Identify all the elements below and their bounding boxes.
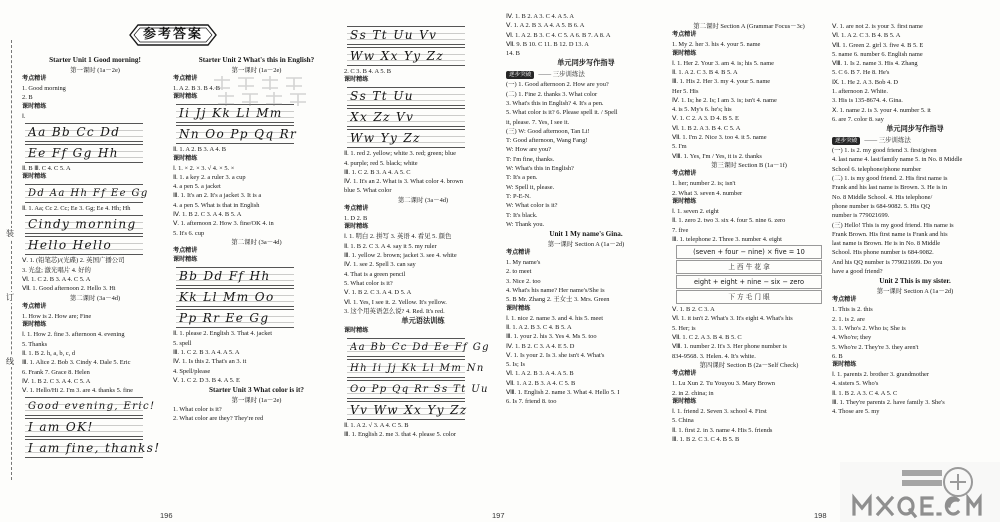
answer-line: Ⅰ. 1. nice 2. name 3. and 4. his 5. meet	[506, 314, 604, 322]
answer-line: Ⅰ.	[22, 112, 26, 120]
answer-line: 14. B	[506, 50, 520, 58]
answer-line: Ⅱ. 1. A 2. B 3. A 4. B	[173, 146, 227, 154]
section-heading: Starter Unit 3 What color is it?	[208, 386, 305, 395]
answer-line: 4. What's his name? Her name's/She is	[506, 287, 605, 295]
answer-line: Ⅶ. 1. Green 2. girl 3. five 4. B 5. E	[832, 41, 924, 49]
exercise-label: 课时精练	[344, 224, 369, 231]
section-heading: Starter Unit 1 Good morning!	[49, 56, 141, 64]
answer-line: W: Thank you.	[506, 220, 545, 228]
answer-line: 4. is 5. My's 6. he's; his	[672, 106, 732, 114]
answer-line: Ⅳ. 1. B 2. C 3. A 4. C 5. A	[22, 377, 91, 385]
answer-line: Ⅴ. 1. C 2. D 3. B 4. A 5. E	[173, 376, 240, 384]
writing-steps-header	[832, 136, 998, 145]
answer-line: 5. Is; Is	[506, 361, 525, 369]
answer-line: Ⅴ. 1. B 2. C 3. A 4. D 5. A	[344, 289, 412, 297]
answer-line: 6. B	[832, 352, 843, 360]
answer-line: Ⅶ. 9. B 10. C 11. B 12. D 13. A	[506, 40, 589, 48]
answer-line: Ⅰ. 1. 明白 2. 拼写 3. 英语 4. 看见 5. 颜色	[344, 233, 452, 241]
answer-line: W: What's this in English?	[506, 165, 574, 173]
handwritten-answer: Ww Yy Zz	[350, 131, 421, 146]
handwriting-practice-line	[25, 123, 143, 142]
page-number-197: 197	[492, 511, 505, 520]
exercise-label: 考点精讲	[672, 171, 697, 178]
overlay-watermark-text	[210, 74, 320, 108]
exercise-label: 考点精讲	[832, 297, 857, 304]
word-puzzle-row: 上 西 牛 花 拿	[676, 260, 822, 274]
answer-line: T: It's a pen.	[506, 174, 538, 182]
lesson-subheading: 第一课时 (1a－2e)	[231, 396, 282, 404]
exercise-label: 课时精练	[344, 77, 369, 84]
answer-line: 5. name 6. number 6. English name	[832, 50, 923, 58]
exercise-label: 考点精讲	[173, 76, 198, 82]
handwriting-practice-line	[25, 418, 143, 437]
handwritten-answer: Ww Xx Yy Zz	[350, 49, 445, 63]
exercise-label: 课时精练	[173, 257, 198, 264]
answer-line: T: Good afternoon, Wang Fang!	[506, 137, 588, 145]
handwritten-answer: Xx Zz Vv	[350, 110, 415, 125]
handwriting-practice-line	[176, 309, 294, 328]
handwritten-answer: I am OK!	[28, 420, 94, 435]
answer-line: Ⅳ. 1. B 2. C 3. A 4. E 5. D	[506, 342, 575, 350]
answer-line: have a good friend?	[832, 268, 883, 276]
lesson-subheading: 第二课时 Section A (Grammar Focus－3c)	[693, 23, 805, 30]
answer-line: Ⅲ. 1. Alice 2. Bob 3. Cindy 4. Dale 5. Eric	[22, 359, 131, 367]
answer-line: Ⅶ. 1. A 2. B 3. A 4. C 5. B	[506, 379, 576, 387]
answer-line: Ⅱ. 1. Aa; Cc 2. Cc; Ee 3. Gg; Ee 4. Hh; Hh	[22, 205, 131, 213]
handwriting-practice-line	[347, 129, 465, 148]
answer-line: 2. What color are they? They're red	[173, 415, 264, 423]
answer-line: Ⅵ. 1. A 2. B 3. C 4. C 5. A 6. B 7. A 8. A	[506, 31, 611, 39]
answer-line: Ⅱ. 1. A 2. B 3. C 4. B 5. A	[506, 323, 572, 331]
page-number-196: 196	[160, 511, 173, 520]
handwriting-practice-line	[347, 87, 465, 106]
answer-line: 5. Her; is	[672, 324, 696, 332]
answer-line: 5. Who're 2. They're 3. they aren't	[832, 343, 919, 351]
answer-line: Ⅵ. 1. A 2. C 3. B 4. B 5. A	[832, 32, 901, 40]
answer-line: 3. 这个用英语怎么说? 4. Red. It's red.	[344, 307, 445, 315]
answer-line: 2. What 3. seven 4. number	[672, 189, 743, 197]
handwriting-practice-line	[347, 338, 490, 357]
answer-line: And his QQ number is 779021699. Do you	[832, 258, 943, 266]
answer-line: Ⅵ. 1. Yes, I see it. 2. Yellow. It's yellow.	[344, 298, 447, 306]
answer-line: 5. B Mr. Zhang 2. 王女士 3. Mrs. Green	[506, 296, 610, 304]
handwritten-answer: Kk Ll Mm Oo	[179, 290, 275, 305]
answer-column-3	[344, 24, 502, 517]
answer-line: Ⅴ. 1. Hello/Hi 2. I'm 3. are 4. thanks 5. fine	[22, 387, 133, 395]
answer-line: Ⅲ. 1. telephone 2. Three 3. number 4. eight	[672, 235, 782, 243]
answer-line: Ⅱ. 1. B 2. C 3. A 4. say it 5. my ruler	[344, 242, 437, 250]
answer-line: Ⅱ. 1. first 2. in 3. name 4. His 5. friends	[672, 426, 773, 434]
handwritten-answer: Ii Jj Kk Ll Mm	[179, 106, 283, 121]
handwritten-answer: Ss Tt Uu	[350, 89, 414, 104]
answer-line: 2. to meet	[506, 268, 532, 276]
answer-line: 5. What color is it?	[344, 279, 393, 287]
exercise-label: 课时精练	[22, 322, 47, 329]
answer-line: 1. afternoon 2. White.	[832, 88, 888, 96]
lesson-subheading: 第二课时 (3a－4d)	[231, 238, 282, 246]
answer-line: 4. sisters 5. Who's	[832, 380, 879, 388]
answer-line: Ⅱ. 1. please 2. English 3. That 4. jacket	[173, 330, 273, 338]
handwritten-answer: Hello Hello	[28, 238, 113, 253]
handwritten-answer: Ee Ff Gg Hh	[28, 145, 119, 160]
answer-line: Ⅲ. 1. your 2. his 3. Yes 4. Ms 5. too	[506, 333, 597, 341]
handwriting-practice-line	[25, 236, 143, 255]
handwriting-practice-line	[176, 267, 294, 286]
answer-line: 5. Thanks	[22, 340, 48, 348]
handwriting-practice-line	[176, 288, 294, 307]
answer-line: Ⅴ. 1. B 2. C 3. A	[672, 306, 715, 314]
answer-line: 1. D 2. B	[344, 215, 368, 223]
answer-line: Ⅵ. 1. C 2. B 3. A 4. C 5. A	[22, 276, 91, 284]
answer-line: 5. China	[672, 417, 694, 425]
lesson-subheading: 第一课时 (1a－2e)	[70, 66, 120, 74]
lesson-subheading: 第一课时 (1a－2e)	[231, 66, 282, 74]
answer-line: 4. a pen 5. a jacket	[173, 183, 221, 191]
answer-line: 5. I'm	[672, 143, 687, 151]
section-heading: 单元同步写作指导	[557, 59, 615, 68]
answer-line: 1. My 2. her 3. his 4. your 5. name	[672, 41, 761, 49]
answer-line: blue 5. What color	[344, 187, 392, 195]
handwriting-practice-line	[347, 359, 485, 378]
answer-line: (一) 1. is 2. my good friend 3. first/given	[832, 147, 937, 155]
answer-line: Ⅷ. 1. Is 2. name 3. His 4. Zhang	[832, 60, 918, 68]
answer-column-1	[22, 55, 168, 517]
exercise-label: 考点精讲	[22, 76, 47, 82]
answer-line: 4. Who're; they	[832, 334, 872, 342]
section-heading: Starter Unit 2 What's this in English?	[198, 56, 315, 64]
handwritten-answer: Vv Ww Xx Yy Zz	[350, 402, 468, 417]
word-puzzle-row: (seven + four − nine) × five = 10	[676, 245, 822, 259]
answer-line: 5. It's 6. cup	[173, 229, 205, 237]
exercise-label: 课时精练	[672, 198, 697, 205]
exercise-label: 考点精讲	[672, 32, 697, 39]
answer-line: Ⅲ. 1. yellow 2. brown; jacket 3. see 4. white	[344, 252, 457, 260]
step-badge-caption: —— 三步训练法	[538, 71, 585, 79]
answer-line: Ⅷ. 1. English 2. name 3. What 4. Hello 5. I	[506, 388, 620, 396]
answer-line: Ⅰ. 1. parents 2. brother 3. grandmother	[832, 371, 930, 379]
answer-line: Ⅴ. 1. Is your 2. Is 3. she isn't 4. What's	[506, 351, 605, 359]
answer-line: Ⅴ. 1. are not 2. is your 3. first name	[832, 23, 923, 30]
binding-mark-3: 线	[6, 357, 14, 366]
exercise-label: 课时精练	[832, 362, 857, 369]
answer-line: Ⅰ. 1. How 2. fine 3. afternoon 4. evening	[22, 331, 125, 339]
answer-line: Ⅶ. 1. Good afternoon 2. Hello 3. Hi	[22, 285, 116, 293]
lesson-subheading: 第一课时 Section A (1a－2d)	[547, 240, 625, 248]
mxqe-watermark-logo	[840, 462, 1000, 522]
answer-line: (二) 1. is my good friend. 2. His first name is	[832, 175, 948, 183]
answer-line: 1. This is 2. this	[832, 306, 873, 314]
handwriting-practice-line	[347, 26, 465, 45]
word-puzzle-row: eight + eight + nine − six − zero	[676, 275, 822, 289]
answer-line: Ⅱ. B Ⅲ. C 4. C 5. A	[22, 164, 71, 172]
answer-line: Ⅲ. 1. It's an 2. It's a jacket 3. It is a	[173, 192, 262, 200]
answer-line: Ⅴ. 1. A 2. B 3. A 4. A 5. B 6. A	[506, 22, 585, 30]
answer-line: Ⅲ. 1. They're parents 2. have family 3. She's	[832, 398, 945, 406]
answer-line: 5. C 6. B 7. He 8. He's	[832, 69, 890, 77]
exercise-label: 考点精讲	[173, 248, 198, 255]
answer-line: W: How are you?	[506, 146, 552, 154]
handwritten-answer: Pp Rr Ee Gg	[179, 311, 270, 326]
answer-line: 1. Lu Xun 2. Tu Youyou 3. Mary Brown	[672, 380, 775, 388]
answer-line: Ⅷ. 1. number 2. It's 3. Her phone number is	[672, 343, 787, 351]
lesson-subheading: 第三课时 Section B (1a－1f)	[711, 161, 787, 169]
answer-line: 5. What color is it? 6. Please spell it. / Spell	[506, 109, 618, 117]
answer-column-4	[506, 12, 666, 517]
answer-line: 3. 1. Who's 2. Who is; She is	[832, 324, 906, 332]
handwriting-practice-line	[25, 397, 156, 416]
answer-line: (三) W: Good afternoon, Tan Li!	[506, 127, 590, 135]
answer-line: Ⅴ. 1. C 2. A 3. D 4. B 5. E	[672, 115, 739, 123]
answer-line: Ⅴ. 1. (铅笔芯)/(光碟) 2. 英国广播公司	[22, 257, 125, 265]
answer-line: number is 779021699.	[832, 212, 890, 220]
lesson-subheading: 第一课时 Section A (1a－2d)	[876, 287, 954, 295]
answer-line: 1. What color is it?	[173, 406, 222, 414]
answer-line: 834-9568. 3. Helen. 4. It's white.	[672, 352, 756, 360]
exercise-label: 课时精练	[672, 398, 697, 405]
answer-line: 2. B	[22, 94, 33, 102]
answer-line: Ⅶ. 1. I'm 2. Nice 3. too 4. it 5. name	[672, 134, 767, 142]
handwriting-practice-line	[25, 439, 161, 458]
answer-line: 4. That is a green pencil	[344, 270, 406, 278]
lesson-subheading: 第二课时 (3a－4d)	[69, 294, 121, 302]
answer-line: Ⅲ. 1. C 2. B 3. A 4. A 5. A	[173, 348, 240, 356]
answer-line: Her 5. His	[672, 87, 699, 95]
answer-line: Frank Brown. His first name is Frank and his	[832, 230, 948, 238]
answer-line: 1. My name's	[506, 259, 541, 267]
answer-column-6	[832, 22, 998, 517]
exercise-label: 考点精讲	[22, 304, 47, 311]
exercise-label: 课时精练	[344, 327, 369, 334]
answer-line: Ⅱ. 1. A 2. √ 3. A 4. C 5. B	[344, 421, 409, 429]
exercise-label: 课时精练	[22, 103, 47, 110]
answer-line: Ⅵ. 1. A 2. B 3. A 4. A 5. B	[506, 370, 574, 378]
handwriting-practice-line	[347, 47, 465, 66]
step-badge: 逐步突破	[832, 137, 860, 145]
answer-line: Ⅳ. 1. see 2. Spell 3. can say	[344, 261, 416, 269]
answer-line: Ⅳ. 1. Is; he 2. Is; I am 3. is; isn't 4. name	[672, 96, 777, 104]
answer-line: 6. Is 7. friend 8. too	[506, 398, 557, 406]
handwriting-practice-line	[25, 184, 149, 203]
answer-line: (一) 1. Good afternoon 2. How are you?	[506, 81, 609, 89]
page-number-198: 198	[814, 511, 827, 520]
answer-line: Ⅰ. 1. Her 2. Your 3. am 4. is; his 5. name	[672, 59, 774, 67]
binding-mark-2: 订	[6, 293, 14, 302]
answer-column-2	[173, 55, 340, 517]
answer-line: Frank and his last name is Brown. 3. He is in	[832, 184, 948, 192]
answer-line: Ⅲ. 1. B 2. C 3. C 4. B 5. B	[672, 435, 740, 443]
exercise-label: 课时精练	[173, 94, 198, 101]
handwritten-answer: Ss Tt Uu Vv	[350, 28, 438, 42]
section-heading: 单元语法训练	[401, 317, 445, 326]
answer-line: 3. 光盘; 激光唱片 4. 好的	[22, 266, 91, 274]
answer-line: Ⅱ. 1. zero 2. two 3. six 4. four 5. nine 6. zero	[672, 217, 786, 225]
exercise-label: 考点精讲	[344, 206, 369, 213]
answer-line: 6. are 7. color 8. say	[832, 115, 884, 123]
handwriting-practice-line	[347, 401, 468, 420]
step-badge-caption: —— 三步训练法	[864, 136, 911, 144]
answer-line: Ⅸ. 1. He 2. A 3. Bob 4. D	[832, 78, 899, 86]
answer-line: 3. Nice 2. too	[506, 277, 541, 285]
answer-line: Ⅰ. 1. friend 2. Seven 3. school 4. First	[672, 407, 767, 415]
answer-line: 2. in 2. china; in	[672, 389, 714, 397]
handwritten-answer: Cindy morning	[28, 217, 137, 232]
answer-line: W: What color is it?	[506, 202, 558, 210]
exercise-label: 课时精练	[672, 50, 697, 57]
handwritten-answer: Good evening, Eric!	[28, 401, 156, 413]
answer-line: 1. How is 2. How are; Fine	[22, 313, 92, 321]
answer-line: T: It's black.	[506, 211, 538, 219]
answer-line: (二) 1. Fine 2. thanks 3. What color	[506, 90, 598, 98]
section-heading: Unit 1 My name's Gina.	[549, 230, 623, 239]
answer-line: 4. a pen 5. What is that in English	[173, 201, 260, 209]
handwriting-practice-line	[25, 215, 143, 234]
answer-line: Ⅵ. 1. it isn't 2. What's 3. It's eight 4. What's his	[672, 315, 793, 323]
answer-line: Ⅳ. 1. B 2. C 3. A 4. B 5. A	[173, 211, 242, 219]
answer-line: 1. Good morning	[22, 85, 66, 92]
answer-line: Ⅶ. 1. C 2. A 3. B 4. B 5. C	[672, 334, 742, 342]
answer-line: 1. her; number 2. is; isn't	[672, 180, 736, 188]
binding-line	[11, 40, 12, 480]
answer-line: Ⅱ. 1. B 2. A 3. C 4. A 5. C	[832, 389, 898, 397]
page-title: 参考答案	[142, 27, 203, 42]
answer-line: No. 8 Middle School. 4. His telephone/	[832, 193, 933, 201]
answer-line: (三) Hello! This is my good friend. His name is	[832, 221, 954, 229]
exercise-label: 考点精讲	[506, 250, 531, 257]
answer-line: Ⅱ. 1. A 2. C 3. B 4. B 5. A	[672, 69, 738, 76]
answer-line: 4. purple; red 5. black; white	[344, 159, 418, 167]
exercise-label: 课时精练	[22, 174, 47, 181]
answer-line: Ⅱ. 1. a key 2. a ruler 3. a cup	[173, 173, 246, 181]
writing-steps-header	[506, 70, 666, 79]
answer-line: 4. last name 4. last/family name 5. in No. 8 Middle	[832, 156, 963, 164]
answer-line: Ⅱ. 1. B 2. h, a, b, c, d	[22, 349, 76, 357]
answer-line: Ⅷ. 1. Yes, I'm / Yes, it is 2. thanks	[672, 152, 762, 160]
answer-line: 3. His is 135-8674. 4. Gina.	[832, 97, 903, 105]
answer-line: Ⅴ. 1. afternoon 2. How 3. fine/OK 4. in	[173, 220, 274, 228]
handwritten-answer: Bb Dd Ff Hh	[179, 269, 271, 284]
handwritten-answer: Hh Ii Jj Kk Ll Mm Nn	[350, 362, 485, 374]
exercise-label: 课时精练	[173, 155, 198, 162]
title-banner	[126, 22, 220, 48]
answer-line: W: Spell it, please.	[506, 183, 555, 191]
answer-line: School. His phone number is 684-9082.	[832, 249, 934, 257]
binding-mark-1: 装	[6, 229, 14, 238]
answer-line: 2. 1. is 2. are	[832, 315, 865, 323]
section-heading: 单元同步写作指导	[886, 125, 944, 134]
answer-line: 5. spell	[173, 339, 192, 347]
answer-line: 4. Spell/please	[173, 367, 211, 375]
answer-line: 2. C 3. B 4. A 5. B	[344, 68, 392, 75]
answer-line: Ⅱ. 1. red 2. yellow; white 3. red; green; blue	[344, 150, 456, 158]
answer-line: 3. What's this in English? 4. It's a pen.	[506, 99, 604, 107]
answer-line: 1. A 2. B 3. B 4. B	[173, 85, 221, 92]
handwritten-answer: Dd Aa Hh Ff Ee Gg	[28, 188, 149, 200]
answer-column-5	[672, 22, 826, 517]
answer-line: Ⅳ. 1. Is this 2. That's an 3. it	[173, 358, 247, 366]
handwritten-answer: Aa Bb Cc Dd	[28, 124, 121, 139]
answer-line: Ⅵ. 1. B 2. A 3. B 4. C 5. A	[672, 124, 741, 132]
answer-line: Ⅰ. 1. seven 2. eight	[672, 207, 719, 215]
answer-line: 4. Those are 5. my	[832, 408, 880, 416]
handwritten-answer: Nn Oo Pp Qq Rr	[179, 127, 298, 142]
exercise-label: 考点精讲	[672, 371, 697, 378]
word-puzzle-row: 下 方 毛 门 眼	[676, 290, 822, 304]
exercise-label: 课时精练	[506, 305, 531, 312]
answer-line: it, please. 7. Yes, I see it.	[506, 118, 570, 126]
overlay-watermark-strokes	[210, 74, 320, 108]
handwriting-practice-line	[25, 144, 143, 163]
answer-line: Ⅲ. 1. His 2. Her 3. my 4. your 5. name	[672, 78, 771, 86]
answer-line: T: I'm fine, thanks.	[506, 155, 555, 163]
answer-line: Ⅳ. 1. It's an 2. What is 3. What color 4. brown	[344, 178, 463, 186]
lesson-subheading: 第四课时 Section B (2a－Self Check)	[699, 361, 799, 369]
answer-line: Ⅲ. 1. C 2. B 3. A 4. A 5. C	[344, 168, 411, 176]
handwriting-practice-line	[347, 380, 489, 399]
handwriting-practice-line	[347, 108, 465, 127]
handwritten-answer: I am fine, thanks!	[28, 441, 161, 456]
answer-line: Ⅹ. 1. name 2. is 3. your 4. number 5. it	[832, 106, 931, 114]
answer-line: Ⅳ. 1. B 2. A 3. C 4. A 5. A	[506, 13, 575, 20]
answer-line: 7. five	[672, 226, 689, 234]
answer-line: School 6. telephone/phone number	[832, 165, 922, 173]
answer-line: phone number is 684-9082. 5. His QQ	[832, 202, 930, 210]
handwritten-answer: Oo Pp Qq Rr Ss Tt Uu	[350, 383, 489, 395]
answer-line: last name is Brown. He is in No. 8 Middle	[832, 240, 941, 248]
step-badge: 逐步突破	[506, 71, 534, 79]
lesson-subheading: 第二课时 (3a－4d)	[397, 196, 449, 204]
handwritten-answer: Aa Bb Cc Dd Ee Ff Gg	[350, 341, 490, 353]
answer-line: Ⅲ. 1. English 2. me 3. that 4. please 5. color	[344, 431, 456, 439]
handwriting-practice-line	[176, 125, 298, 144]
answer-line: 6. Frank 7. Grace 8. Helen	[22, 368, 90, 376]
section-heading: Unit 2 This is my sister.	[879, 277, 951, 286]
answer-line: Ⅰ. 1. × 2. × 3. √ 4. × 5. ×	[173, 164, 235, 172]
answer-line: T: P-E-N.	[506, 192, 531, 200]
